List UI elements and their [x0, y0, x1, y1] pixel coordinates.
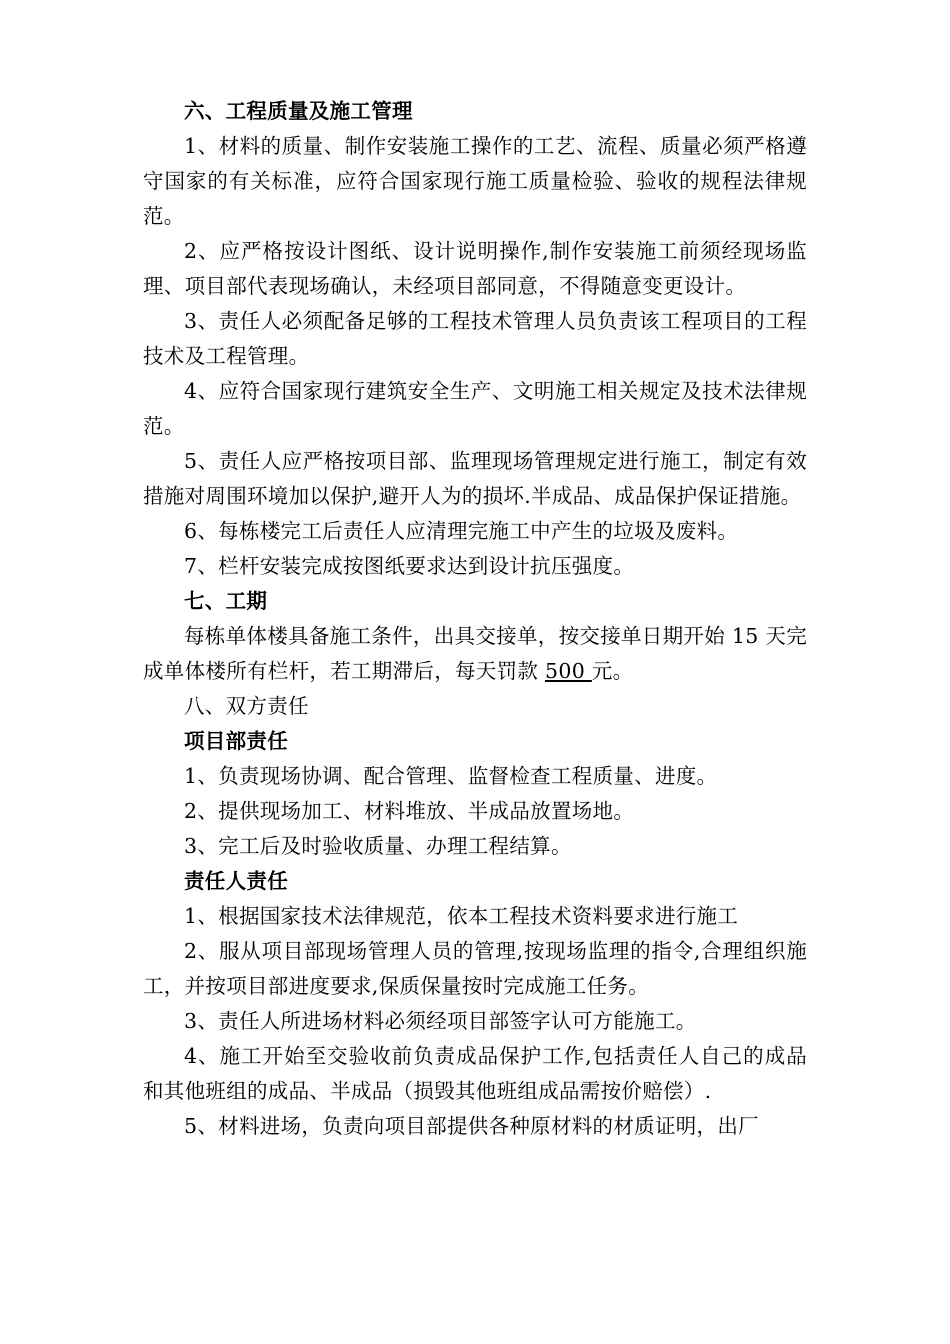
- schedule-text-end: 元。: [591, 659, 634, 683]
- responsible-party-item-5: 5、材料进场，负责向项目部提供各种原材料的材质证明，出厂: [184, 1114, 759, 1138]
- project-dept-item-2: 2、提供现场加工、材料堆放、半成品放置场地。: [184, 799, 635, 823]
- section-8-heading: 八、双方责任: [184, 694, 309, 718]
- section-6-item-5: 5、责任人应严格按项目部、监理现场管理规定进行施工，制定有效措施对周围环境加以保护,避开人为的损坏.半成品、成品保护保证措施。: [143, 449, 807, 508]
- section-6-item-4: 4、应符合国家现行建筑安全生产、文明施工相关规定及技术法律规范。: [143, 379, 807, 438]
- section-6-item-7: 7、栏杆安装完成按图纸要求达到设计抗压强度。: [184, 554, 635, 578]
- section-6-heading: 六、工程质量及施工管理: [184, 99, 413, 123]
- responsible-party-item-3: 3、责任人所进场材料必须经项目部签字认可方能施工。: [184, 1009, 697, 1033]
- document-body: [143, 94, 807, 1144]
- project-dept-heading: 项目部责任: [184, 729, 288, 753]
- section-6-item-6: 6、每栋楼完工后责任人应清理完施工中产生的垃圾及废料。: [184, 519, 739, 543]
- section-6-item-3: 3、责任人必须配备足够的工程技术管理人员负责该工程项目的工程技术及工程管理。: [143, 309, 807, 368]
- project-dept-item-3: 3、完工后及时验收质量、办理工程结算。: [184, 834, 572, 858]
- section-7-text: [143, 619, 807, 689]
- schedule-text: 每栋单体楼具备施工条件，出具交接单，按交接单日期开始 15 天完成单体楼所有栏杆，若工期滞后，每天罚款: [143, 624, 807, 683]
- responsible-party-item-2: 2、服从项目部现场管理人员的管理,按现场监理的指令,合理组织施工，并按项目部进度要求,保质保量按时完成施工任务。: [143, 939, 807, 998]
- section-6-item-1: 1、材料的质量、制作安装施工操作的工艺、流程、质量必须严格遵守国家的有关标准，应符合国家现行施工质量检验、验收的规程法律规范。: [143, 134, 807, 228]
- responsible-party-item-4: 4、施工开始至交验收前负责成品保护工作,包括责任人自己的成品和其他班组的成品、半成品（损毁其他班组成品需按价赔偿）.: [143, 1044, 807, 1103]
- responsible-party-item-1: 1、根据国家技术法律规范，依本工程技术资料要求进行施工: [184, 904, 739, 928]
- penalty-amount: 500: [545, 659, 592, 683]
- section-7-heading: 七、工期: [184, 589, 268, 613]
- section-6-item-2: 2、应严格按设计图纸、设计说明操作,制作安装施工前须经现场监理、项目部代表现场确认，未经项目部同意，不得随意变更设计。: [143, 239, 807, 298]
- responsible-party-heading: 责任人责任: [184, 869, 288, 893]
- project-dept-item-1: 1、负责现场协调、配合管理、监督检查工程质量、进度。: [184, 764, 718, 788]
